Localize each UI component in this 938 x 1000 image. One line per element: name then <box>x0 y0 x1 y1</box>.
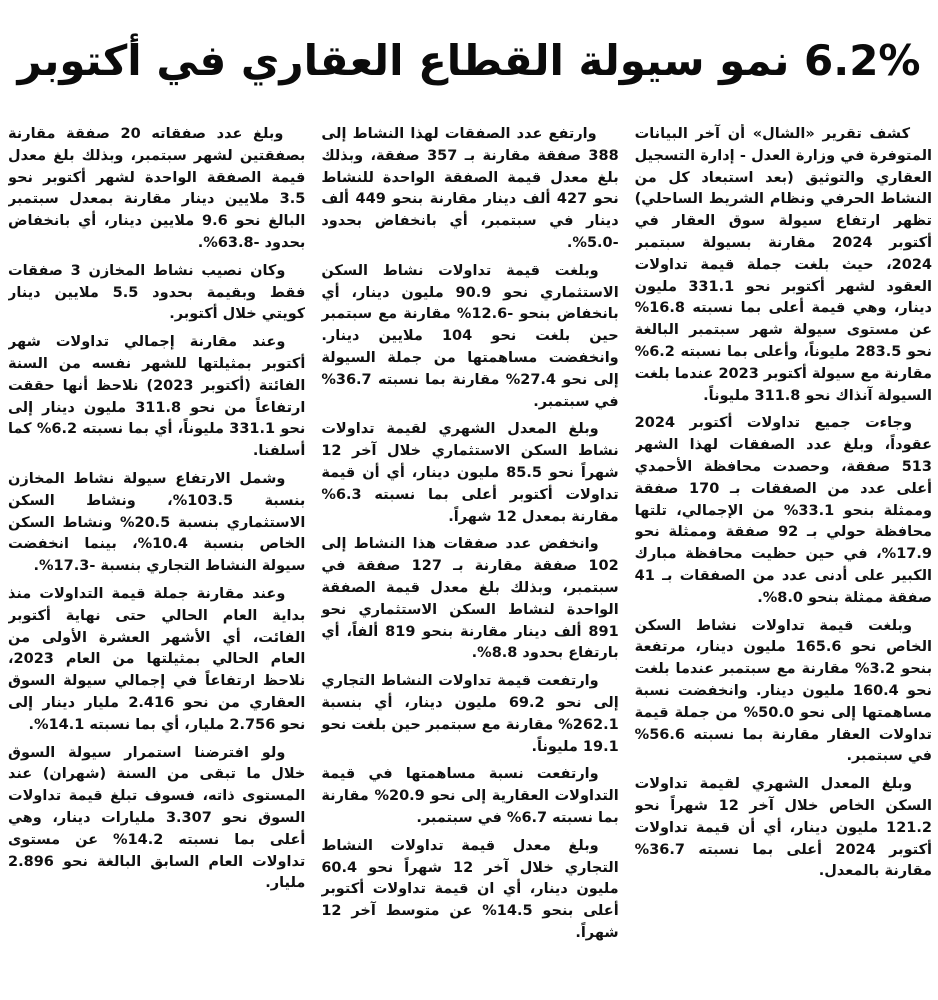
paragraph: وشمل الارتفاع سيولة نشاط المخازن بنسبة 103.5%، ونشاط السكن الاستثماري بنسبة 20.5% ونشاط السكن الخاص بنسبة 10.4%، بينما انخفضت سيولة النشاط التجاري بنسبة -17.3%. <box>8 470 306 575</box>
paragraph: وبلغ المعدل الشهري لقيمة تداولات نشاط السكن الاستثماري خلال آخر 12 شهراً نحو 85.5 مليون دينار، أي أن قيمة تداولات أكتوبر أعلى بما نسبته 6.3% مقارنة بمعدل 12 شهراً. <box>321 421 619 525</box>
paragraph: وارتفعت قيمة تداولات النشاط التجاري إلى نحو 69.2 مليون دينار، أي بنسبة 262.1% مقارنة مع سبتمبر حين بلغت نحو 19.1 مليوناً. <box>321 673 619 755</box>
paragraph: ولو افترضنا استمرار سيولة السوق خلال ما تبقى من السنة (شهران) عند المستوى ذاته، فسوف تبلغ قيمة تداولات السوق نحو 3.307 مليارات دينار، وهي أعلى بما نسبته 14.2% عن مستوى تداولات العام السابق البالغة نحو 2.896 مليار. <box>8 744 306 892</box>
paragraph: وبلغت قيمة تداولات نشاط السكن الاستثماري نحو 90.9 مليون دينار، أي بانخفاض بنحو -12.6% مقارنة مع سبتمبر حين بلغت نحو 104 ملايين دينار. وانخفضت مساهمتها من جملة السيولة إلى نحو 27.4% مقارنة بما نسبته 36.7% في سبتمبر. <box>321 262 619 410</box>
paragraph: وارتفع عدد الصفقات لهذا النشاط إلى 388 صفقة مقارنة بـ 357 صفقة، وبذلك بلغ معدل قيمة الصفقة الواحدة للنشاط نحو 427 ألف دينار مقارنة بنحو 449 ألف دينار في سبتمبر، أي بانخفاض بحدود -5.0%. <box>321 126 619 251</box>
paragraph: وبلغت قيمة تداولات نشاط السكن الخاص نحو 165.6 مليون دينار، مرتفعة بنحو 3.2% مقارنة مع سبتمبر عندما بلغت نحو 160.4 مليون دينار. وانخفضت نسبة مساهمتها إلى نحو 50.0% من جملة قيمة تداولات العقار مقارنة بما نسبته 56.6% في سبتمبر. <box>634 617 932 765</box>
article-column-1 <box>635 124 932 996</box>
paragraph: وبلغ عدد صفقاته 20 صفقة مقارنة بصفقتين لشهر سبتمبر، وبذلك بلغ معدل قيمة الصفقة الواحدة لشهر أكتوبر نحو 3.5 ملايين دينار مقارنة بمعدل سبتمبر البالغ نحو 9.6 ملايين دينار، أي بانخفاض بحدود -63.8%. <box>8 126 306 251</box>
paragraph: وعند مقارنة إجمالي تداولات شهر أكتوبر بمثيلتها للشهر نفسه من السنة الفائتة (أكتوبر 2023) نلاحظ أنها حققت ارتفاعاً من نحو 311.8 مليون دينار إلى نحو 331.1 مليوناً، أي بما نسبته 6.2% كما أسلفنا. <box>8 334 306 460</box>
paragraph: وانخفض عدد صفقات هذا النشاط إلى 102 صفقة مقارنة بـ 127 صفقة في سبتمبر، وبذلك بلغ معدل قيمة الصفقة الواحدة لنشاط السكن الاستثماري نحو 891 ألف دينار مقارنة بنحو 819 ألفاً، أي بارتفاع بحدود 8.8%. <box>321 536 619 662</box>
paragraph: وارتفعت نسبة مساهمتها في قيمة التداولات العقارية إلى نحو 20.9% مقارنة بما نسبته 6.7% في سبتمبر. <box>321 766 619 826</box>
paragraph: وبلغ المعدل الشهري لقيمة تداولات السكن الخاص خلال آخر 12 شهراً نحو 121.2 مليون دينار، أي أن قيمة تداولات أكتوبر 2024 أعلى بما نسبته 36.7% مقارنة بالمعدل. <box>634 776 932 880</box>
paragraph: وعند مقارنة جملة قيمة التداولات منذ بداية العام الحالي حتى نهاية أكتوبر الفائت، أي الأشهر العشرة الأولى من العام الحالي بمثيلتها من العام 2023، نلاحظ ارتفاعاً في إجمالي سيولة السوق العقاري من نحو 2.416 مليار دينار إلى نحو 2.756 مليار، أي بما نسبته 14.1%. <box>8 585 306 733</box>
article-column-3 <box>8 124 305 996</box>
paragraph: كشف تقرير «الشال» أن آخر البيانات المتوفرة في وزارة العدل - إدارة التسجيل العقاري والتوثيق (بعد استبعاد كل من النشاط الحرفي ونظام الشريط الساحلي) تظهر ارتفاع سيولة سوق العقار في أكتوبر 2024 مقارنة بسيولة سبتمبر 2024، حيث بلغت جملة قيمة تداولات العقود لشهر أكتوبر نحو 331.1 مليون دينار، وهي قيمة أعلى بما نسبته 16.8% عن مستوى سيولة شهر سبتمبر البالغة نحو 283.5 مليوناً، وأعلى بما نسبته 6.2% مقارنة مع سيولة أكتوبر 2023 عندما بلغت السيولة آنذاك نحو 311.8 مليوناً. <box>634 126 932 404</box>
paragraph: وكان نصيب نشاط المخازن 3 صفقات فقط وبقيمة بحدود 5.5 ملايين دينار كويتي خلال أكتوبر. <box>8 262 306 323</box>
article-headline: 6.2% نمو سيولة القطاع العقاري في أكتوبر <box>17 36 921 85</box>
article-column-2 <box>321 124 618 996</box>
paragraph: وبلغ معدل قيمة تداولات النشاط التجاري خلال آخر 12 شهراً نحو 60.4 مليون دينار، أي ان قيمة تداولات أكتوبر أعلى بنحو 14.5% عن متوسط آخر 12 شهراً. <box>321 837 619 941</box>
article-body <box>8 124 932 996</box>
paragraph: وجاءت جميع تداولات أكتوبر 2024 عقوداً، وبلغ عدد الصفقات لهذا الشهر 513 صفقة، وحصدت محافظة الأحمدي أعلى عدد من الصفقات بـ 170 صفقة وممثلة بنحو 33.1% من الإجمالي، تلتها محافظة حولي بـ 92 صفقة وممثلة نحو 17.9%، في حين حظيت محافظة مبارك الكبير على أدنى عدد من الصفقات بـ 41 صفقة ممثلة بنحو 8.0%. <box>634 415 932 606</box>
